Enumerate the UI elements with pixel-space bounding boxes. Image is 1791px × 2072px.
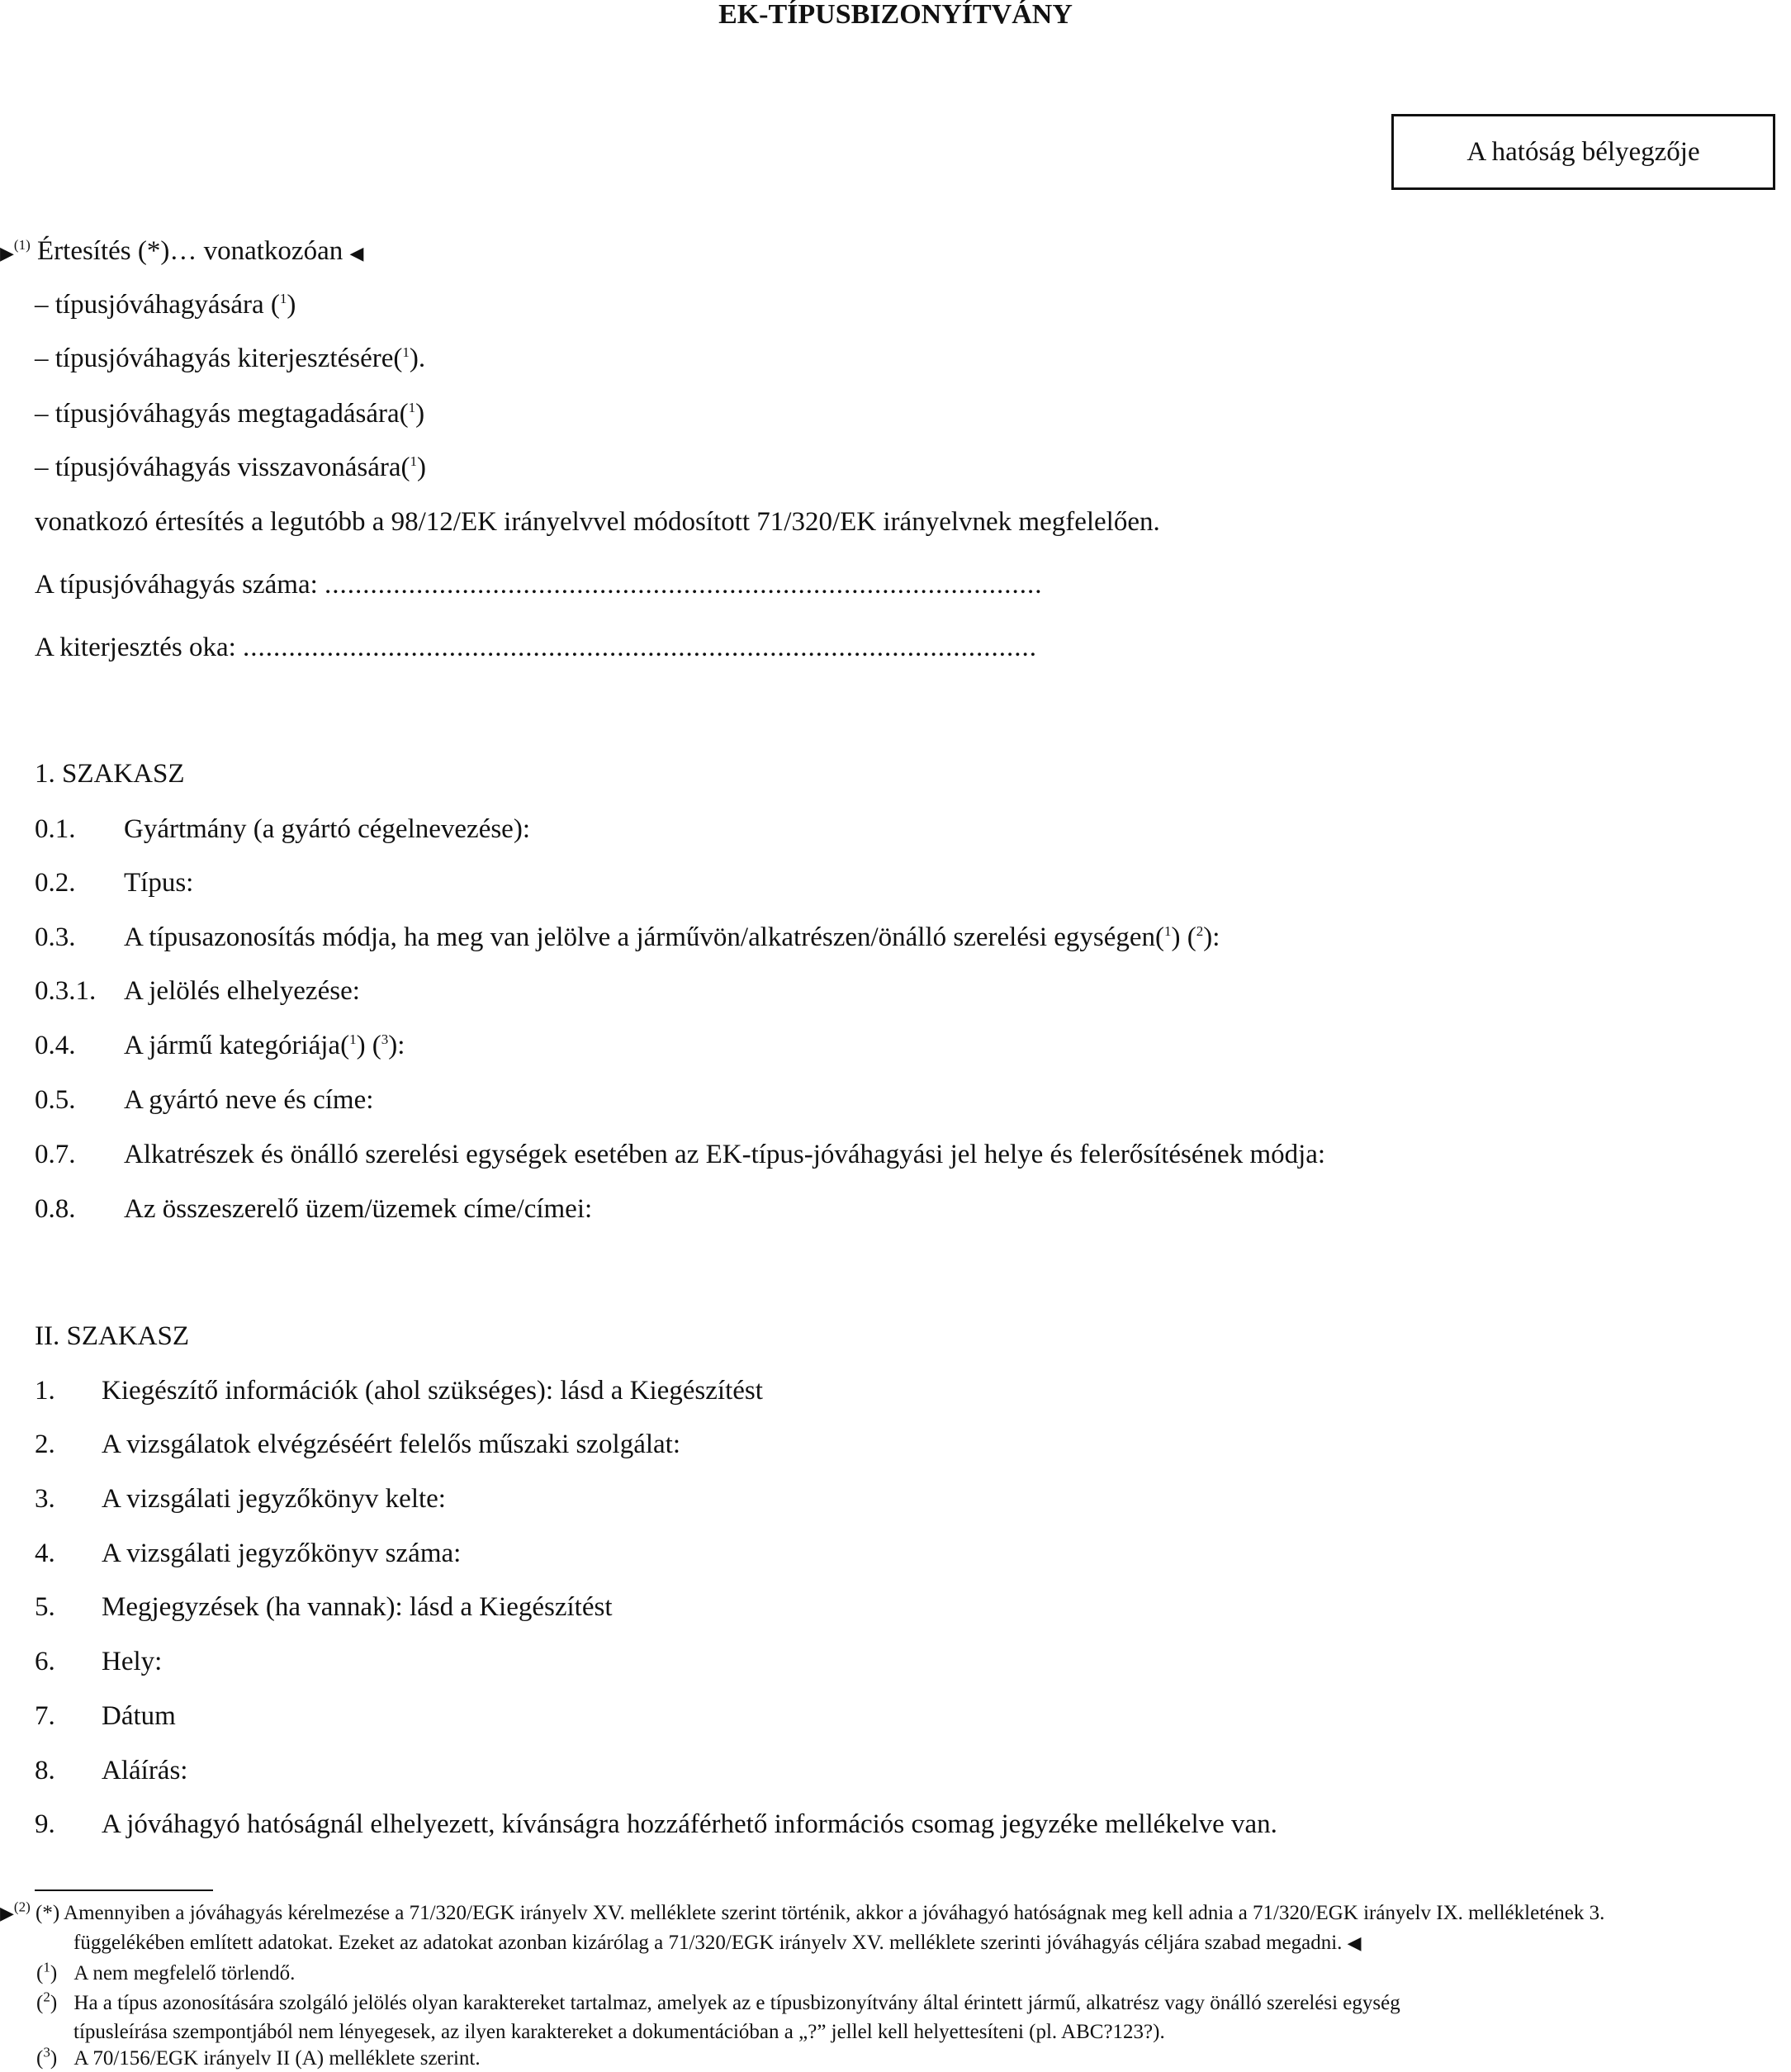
extension-reason-dots: ........................................................................................................ xyxy=(243,633,1038,662)
footnote-2: ($^2$) Ha a típus azonosítására szolgáló jelölés olyan karaktereket tartalmaz, amelyek az e típusbizonyítvány által érintett jármű, alkatrész vagy önálló szerelési egység xyxy=(36,1989,1400,2014)
section1-item: 0.8. Az összeszerelő üzem/üzemek címe/címei: xyxy=(35,1194,593,1224)
footnote-3: ($^3$) A 70/156/EGK irányelv II (A) melléklete szerint. xyxy=(36,2044,481,2070)
footnote-divider xyxy=(35,1889,213,1891)
authority-stamp-box xyxy=(1391,114,1775,190)
amendment-start-marker: ▶ xyxy=(0,243,14,263)
section1-item: 0.4. A jármű kategóriája($^1$) ($^3$): xyxy=(35,1031,405,1060)
amendment-end-marker: ◀ xyxy=(1347,1932,1362,1953)
amendment-end-marker: ◀ xyxy=(349,243,364,263)
approval-number-label: A típusjóváhagyás száma: xyxy=(35,570,318,600)
section1-item: 0.1. Gyártmány (a gyártó cégelnevezése): xyxy=(35,814,530,844)
document-title: EK-TÍPUSBIZONYÍTVÁNY xyxy=(718,0,1073,30)
section1-item: 0.5. A gyártó neve és címe: xyxy=(35,1085,374,1115)
footnote-star-cont xyxy=(73,1931,1362,1956)
notice-line xyxy=(0,235,363,270)
section2-item: 3. A vizsgálati jegyzőkönyv kelte: xyxy=(35,1484,446,1514)
notice-text: Értesítés (*)… vonatkozóan xyxy=(37,236,344,266)
footnote-star xyxy=(0,1901,1604,1926)
section1-heading: 1. SZAKASZ xyxy=(35,759,185,789)
section2-item: 4. A vizsgálati jegyzőkönyv száma: xyxy=(35,1539,462,1568)
dash-item: – típusjóváhagyás visszavonására($^1$) xyxy=(35,453,427,482)
section2-heading: II. SZAKASZ xyxy=(35,1321,189,1351)
approval-number-dots: .............................................................................................. xyxy=(325,570,1043,600)
section2-item: 1. Kiegészítő információk (ahol szükséges): lásd a Kiegészítést xyxy=(35,1376,763,1406)
dash-item: – típusjóváhagyására ($^1$) xyxy=(35,290,296,320)
extension-reason-row xyxy=(35,631,1037,664)
section1-item: 0.2. Típus: xyxy=(35,868,194,898)
approval-number-row xyxy=(35,568,1043,601)
footnote-2-cont: típusleírása szempontjából nem lényegesek, az ilyen karaktereket a dokumentációban a „?” jellel kell helyettesíteni (pl. ABC?123?). xyxy=(73,2021,1165,2043)
footnote-star-line2: függelékében említett adatokat. Ezeket az adatokat azonban kizárólag a 71/320/EGK irányelv XV. melléklete szerinti jóváhagyás céljára szabad megadni. xyxy=(73,1932,1343,1954)
section2-item: 5. Megjegyzések (ha vannak): lásd a Kiegészítést xyxy=(35,1592,613,1622)
amendment-start-marker: ▶ xyxy=(0,1903,14,1923)
section2-item: 6. Hely: xyxy=(35,1647,163,1676)
section2-item: 7. Dátum xyxy=(35,1701,176,1731)
extension-reason-label: A kiterjesztés oka: xyxy=(35,633,236,662)
section1-item: 0.3. A típusazonosítás módja, ha meg van jelölve a járművön/alkatrészen/önálló szerelési egységen($^1$) ($^2$): xyxy=(35,922,1220,952)
stamp-label: A hatóság bélyegzője xyxy=(1466,136,1700,167)
footnote-star-label: (*) xyxy=(36,1902,60,1924)
section2-item: 8. Aláírás: xyxy=(35,1756,188,1785)
amendment-ref: (1) xyxy=(13,237,31,253)
dash-item: – típusjóváhagyás megtagadására($^1$) xyxy=(35,399,425,429)
footnote-1: ($^1$) A nem megfelelő törlendő. xyxy=(36,1959,296,1984)
section1-item: 0.3.1. A jelölés elhelyezése: xyxy=(35,976,360,1006)
amendment-ref: (2) xyxy=(13,1899,31,1915)
section1-item: 0.7. Alkatrészek és önálló szerelési egységek esetében az EK-típus-jóváhagyási jel helye és felerősítésének módja: xyxy=(35,1140,1326,1169)
directive-line: vonatkozó értesítés a legutóbb a 98/12/EK irányelvvel módosított 71/320/EK irányelvnek megfelelően. xyxy=(35,507,1160,537)
footnote-star-line1: Amennyiben a jóváhagyás kérelmezése a 71/320/EGK irányelv XV. melléklete szerint történik, akkor a jóváhagyó hatóságnak meg kell adnia a 71/320/EGK irányelv IX. mellékletének 3. xyxy=(64,1902,1605,1924)
section2-item: 2. A vizsgálatok elvégzéséért felelős műszaki szolgálat: xyxy=(35,1430,680,1459)
dash-item: – típusjóváhagyás kiterjesztésére($^1$). xyxy=(35,344,426,373)
section2-item: 9. A jóváhagyó hatóságnál elhelyezett, kívánságra hozzáférhető információs csomag jegyzéke mellékelve van. xyxy=(35,1809,1277,1839)
